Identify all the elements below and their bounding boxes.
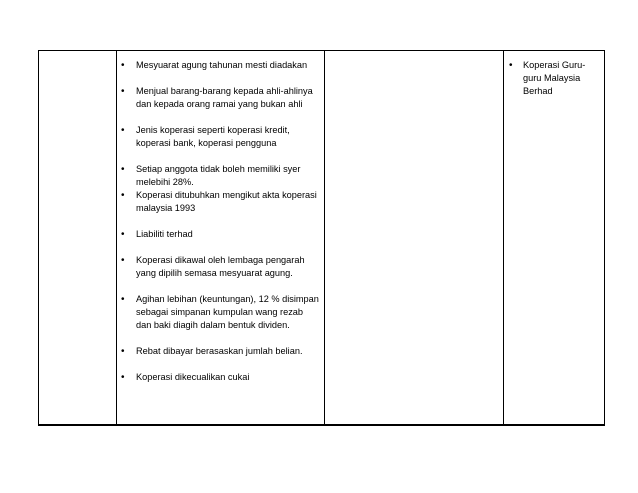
list-item: • Liabiliti terhad — [117, 228, 320, 241]
list-item: • Mesyuarat agung tahunan mesti diadakan — [117, 59, 320, 72]
list-item: • Koperasi dikecualikan cukai — [117, 371, 320, 384]
document-table-container — [38, 50, 604, 426]
list-item: • Jenis koperasi seperti koperasi kredit, koperasi bank, koperasi pengguna — [117, 124, 320, 150]
list-item: • Menjual barang-barang kepada ahli-ahlinya dan kepada orang ramai yang bukan ahli — [117, 85, 320, 111]
table-cell-empty-left — [39, 51, 117, 426]
list-item: • Koperasi dikawal oleh lembaga pengarah yang dipilih semasa mesyuarat agung. — [117, 254, 320, 280]
table-cell-empty-middle — [325, 51, 504, 426]
list-item: • Setiap anggota tidak boleh memiliki syer melebihi 28%. — [117, 163, 320, 189]
table-cell-example — [504, 51, 605, 426]
table-cell-features — [117, 51, 325, 426]
list-item: • Agihan lebihan (keuntungan), 12 % disimpan sebagai simpanan kumpulan wang rezab dan baki diagih dalam bentuk dividen. — [117, 293, 320, 332]
example-bullet-list — [504, 51, 604, 98]
list-item: • Koperasi Guru-guru Malaysia Berhad — [504, 59, 602, 98]
list-item: • Koperasi ditubuhkan mengikut akta koperasi malaysia 1993 — [117, 189, 320, 215]
list-item: • Rebat dibayar berasaskan jumlah belian. — [117, 345, 320, 358]
table-row — [39, 51, 605, 426]
cooperative-features-table — [38, 50, 605, 426]
features-bullet-list — [117, 51, 324, 384]
